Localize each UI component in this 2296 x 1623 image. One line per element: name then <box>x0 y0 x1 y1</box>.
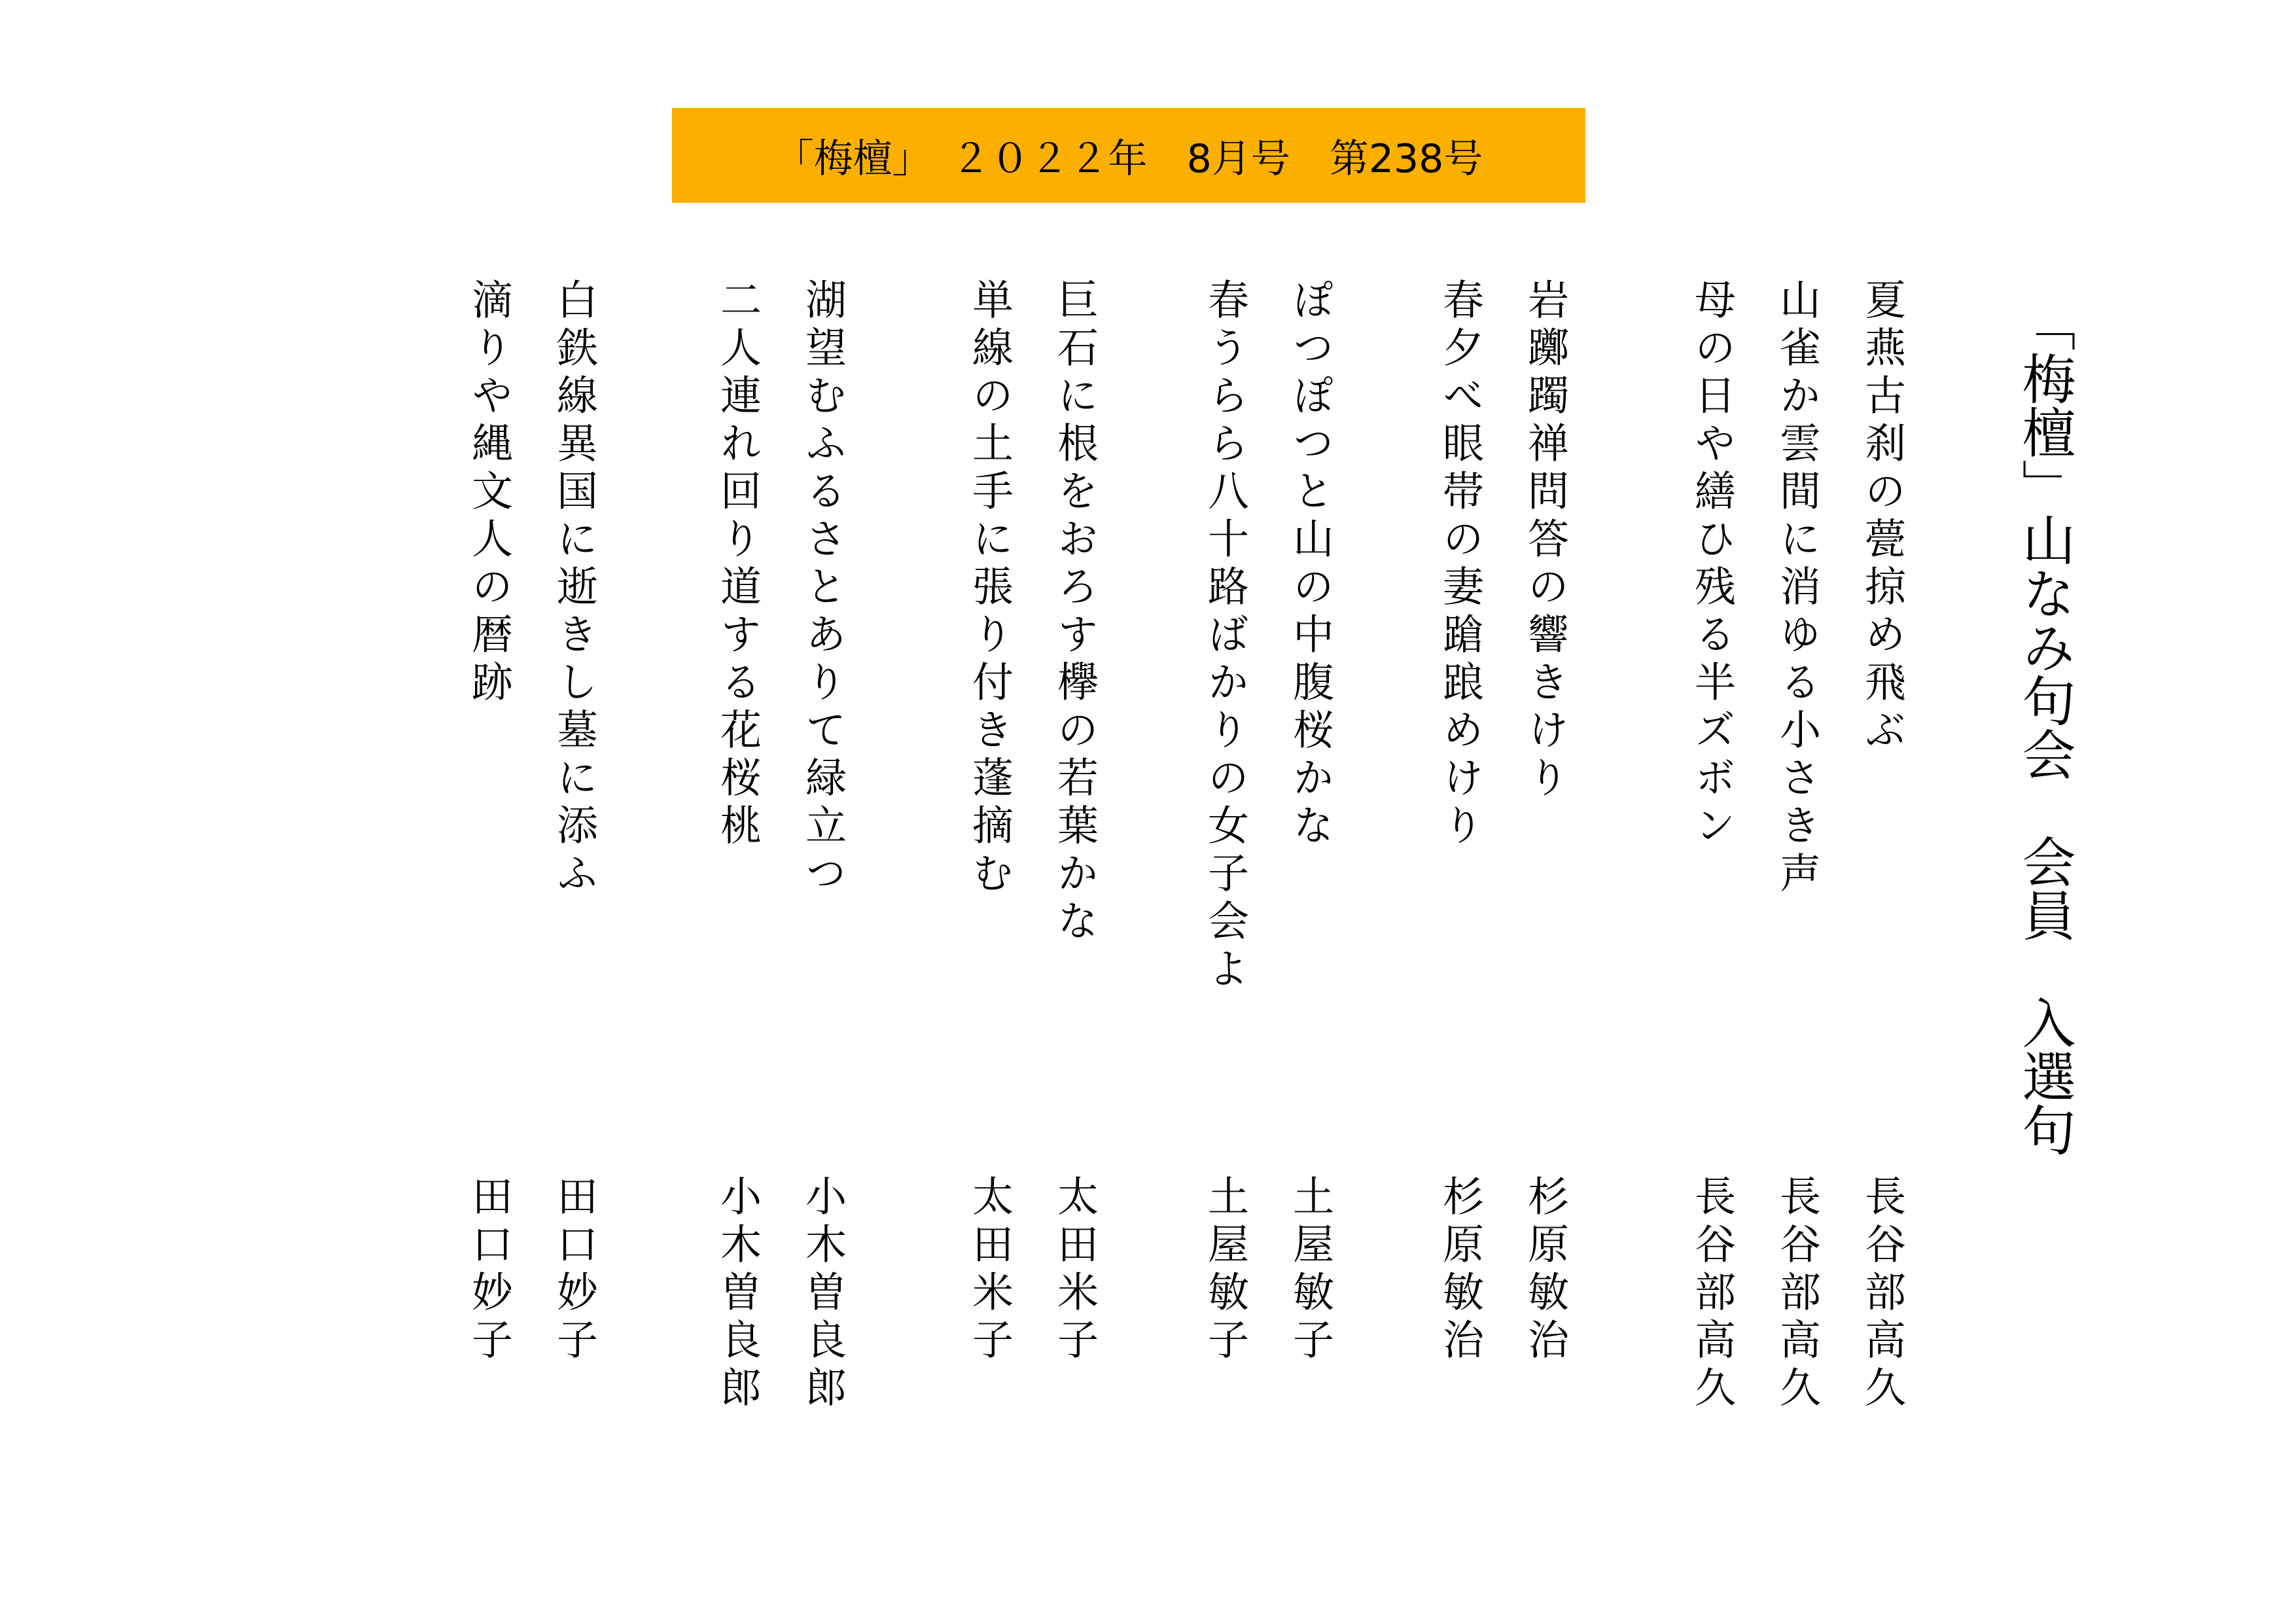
haiku-author: 長谷部高久 <box>1858 1175 1906 1414</box>
haiku-author: 土屋敏子 <box>1201 1175 1249 1366</box>
haiku-author: 田口妙子 <box>550 1175 598 1366</box>
haiku-author: 田口妙子 <box>465 1175 513 1366</box>
haiku-line: 母の日や繕ひ残る半ズボン <box>1688 278 1736 851</box>
haiku-author: 長谷部高久 <box>1688 1175 1736 1414</box>
haiku-author: 太田米子 <box>966 1175 1014 1366</box>
haiku-author: 杉原敏治 <box>1521 1175 1569 1366</box>
haiku-line: 巨石に根をおろす欅の若葉かな <box>1051 278 1099 947</box>
haiku-line: 山雀か雲間に消ゆる小さき声 <box>1773 278 1821 899</box>
haiku-author: 小木曽良郎 <box>714 1175 762 1414</box>
haiku-line: ぽつぽつと山の中腹桜かな <box>1286 278 1334 851</box>
haiku-line: 春うらら八十路ばかりの女子会よ <box>1201 278 1249 995</box>
haiku-author: 太田米子 <box>1051 1175 1099 1366</box>
haiku-line: 夏燕古刹の甍掠め飛ぶ <box>1858 278 1906 756</box>
haiku-author: 小木曽良郎 <box>799 1175 847 1414</box>
haiku-line: 湖望むふるさとありて緑立つ <box>799 278 847 899</box>
haiku-line: 二人連れ回り道する花桜桃 <box>714 278 762 851</box>
issue-banner <box>672 108 1585 203</box>
page-title: 「梅檀」山なみ句会 会員 入選句 <box>2013 298 2075 1156</box>
haiku-line: 春夕べ眼帯の妻蹌踉めけり <box>1436 278 1484 851</box>
haiku-line: 滴りや縄文人の暦跡 <box>465 278 513 708</box>
haiku-author: 長谷部高久 <box>1773 1175 1821 1414</box>
haiku-line: 岩躑躅禅問答の響きけり <box>1521 278 1569 804</box>
haiku-line: 単線の土手に張り付き蓬摘む <box>966 278 1014 899</box>
haiku-author: 土屋敏子 <box>1286 1175 1334 1366</box>
haiku-line: 白鉄線異国に逝きし墓に添ふ <box>550 278 598 899</box>
haiku-author: 杉原敏治 <box>1436 1175 1484 1366</box>
issue-banner-text: 「梅檀」 ２０２２年 8月号 第238号 <box>774 135 1483 182</box>
